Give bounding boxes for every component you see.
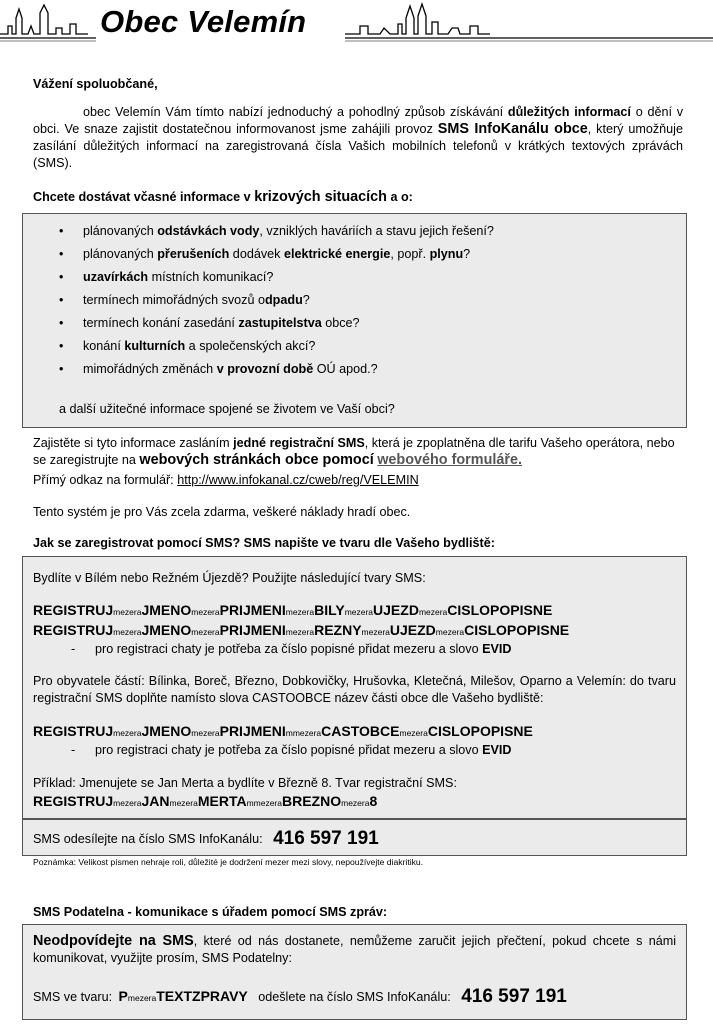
- topic-item: • mimořádných změnách v provozní době OÚ apod.?: [59, 362, 378, 376]
- bullet-icon: •: [59, 316, 64, 330]
- topics-footer: a další užitečné informace spojené se životem ve Vaší obci?: [59, 402, 395, 416]
- podatelna-paragraph: Neodpovídejte na SMS, které od nás dostanete, nemůžeme zaručit jejich přečtení, pokud chcete s námi komunikovat, využijte prosím, SMS Podatelny:: [33, 933, 676, 965]
- bullet-icon: •: [59, 362, 64, 376]
- sms-code-bily: REGISTRUJmezeraJMENOmezeraPRIJMENImezeraBILYmezeraUJEZDmezeraCISLOPOPISNE: [33, 602, 553, 618]
- podatelna-box: [22, 924, 687, 1020]
- format-label: SMS ve tvaru:: [33, 990, 113, 1004]
- free-note: Tento systém je pro Vás zcela zdarma, veškeré náklady hradí obec.: [33, 505, 411, 519]
- chata-note-1: - pro registraci chaty je potřeba za číslo popisné přidat mezeru a slovo EVID: [71, 642, 512, 656]
- bullet-icon: •: [59, 293, 64, 307]
- parts-paragraph: Pro obyvatele částí: Bílinka, Boreč, Březno, Dobkovičky, Hrušovka, Kletečná, Milešov, Oparno a Velemín: do tvaru registrační SMS doplňte namísto slova CASTOOBCE název části obce dle Vašeho bydliště:: [33, 674, 676, 705]
- send-number-box: [22, 819, 687, 856]
- sms-number: 416 597 191: [273, 828, 379, 849]
- topics-box: [22, 213, 687, 428]
- topics-list: [23, 223, 686, 384]
- register-paragraph: Zajistěte si tyto informace zasláním jedné registrační SMS, která je zpoplatněna dle tarifu Vašeho operátora, nebo se zaregistrujte na webových stránkách obce pomocí webového formuláře.: [33, 436, 675, 468]
- form-link[interactable]: http://www.infokanal.cz/cweb/reg/VELEMIN: [177, 473, 419, 487]
- podatelna-heading: SMS Podatelna - komunikace s úřadem pomocí SMS zpráv:: [33, 905, 388, 919]
- bullet-icon: •: [59, 224, 64, 238]
- sms-code-part: REGISTRUJmezeraJMENOmezeraPRIJMENImmezeraCASTOBCEmezeraCISLOPOPISNE: [33, 723, 533, 739]
- topic-item: • plánovaných přerušeních dodávek elektrické energie, popř. plynu?: [59, 247, 471, 261]
- intro-paragraph: obec Velemín Vám tímto nabízí jednoduchý a pohodlný způsob získávání důležitých informací o dění v obci. Ve snaze zajistit dostatečnou informovanost jsme zahájili provoz SMS InfoKanálu obce, který umožňuje zasílání důležitých informací na zaregistrovaná čísla Vašich mobilních telefonů v krátkých textových zprávách (SMS).: [33, 105, 684, 170]
- topic-item: • plánovaných odstávkách vody, vzniklých haváriích a stavu jejich řešení?: [59, 224, 494, 238]
- sms-box-intro: Bydlíte v Bílém nebo Režném Újezdě? Použijte následující tvary SMS:: [33, 571, 426, 585]
- podatelna-format-line: [33, 986, 676, 1008]
- bullet-icon: •: [59, 270, 64, 284]
- send-label: SMS odesílejte na číslo SMS InfoKanálu:: [33, 832, 263, 846]
- topic-item: • termínech konání zasedání zastupitelstva obce?: [59, 316, 360, 330]
- topic-item: • uzavírkách místních komunikací?: [59, 270, 274, 284]
- format-code: PmezeraTEXTZPRAVY: [118, 988, 248, 1004]
- direct-link-line: Přímý odkaz na formulář: http://www.infokanal.cz/cweb/reg/VELEMIN: [33, 473, 419, 487]
- page-title: Obec Velemín: [100, 4, 307, 39]
- podatelna-send-label: odešlete na číslo SMS InfoKanálu:: [258, 990, 451, 1004]
- bullet-icon: •: [59, 339, 64, 353]
- question-heading: Chcete dostávat včasné informace v krizových situacích a o:: [33, 189, 413, 205]
- topic-item: • termínech mimořádných svozů odpadu?: [59, 293, 310, 307]
- chata-note-2: - pro registraci chaty je potřeba za číslo popisné přidat mezeru a slovo EVID: [71, 743, 512, 757]
- topic-item: • konání kulturních a společenských akcí?: [59, 339, 316, 353]
- sms-format-box: [22, 556, 687, 819]
- sms-code-example: REGISTRUJmezeraJANmezeraMERTAmmezeraBREZNOmezera8: [33, 793, 378, 809]
- footnote: Poznámka: Velikost písmen nehraje roli, důležité je dodržení mezer mezi slovy, nepoužívejte diakritiku.: [33, 857, 424, 867]
- example-text: Příklad: Jmenujete se Jan Merta a bydlíte v Březně 8. Tvar registrační SMS:: [33, 776, 457, 790]
- sms-code-rezny: REGISTRUJmezeraJMENOmezeraPRIJMENImezeraREZNYmezeraUJEZDmezeraCISLOPOPISNE: [33, 622, 570, 638]
- how-heading: Jak se zaregistrovat pomocí SMS? SMS napište ve tvaru dle Vašeho bydliště:: [33, 536, 495, 550]
- greeting: Vážení spoluobčané,: [33, 77, 158, 91]
- web-form-link[interactable]: webového formuláře.: [377, 452, 522, 468]
- podatelna-number: 416 597 191: [461, 986, 567, 1007]
- page-header: [0, 0, 713, 44]
- bullet-icon: •: [59, 247, 64, 261]
